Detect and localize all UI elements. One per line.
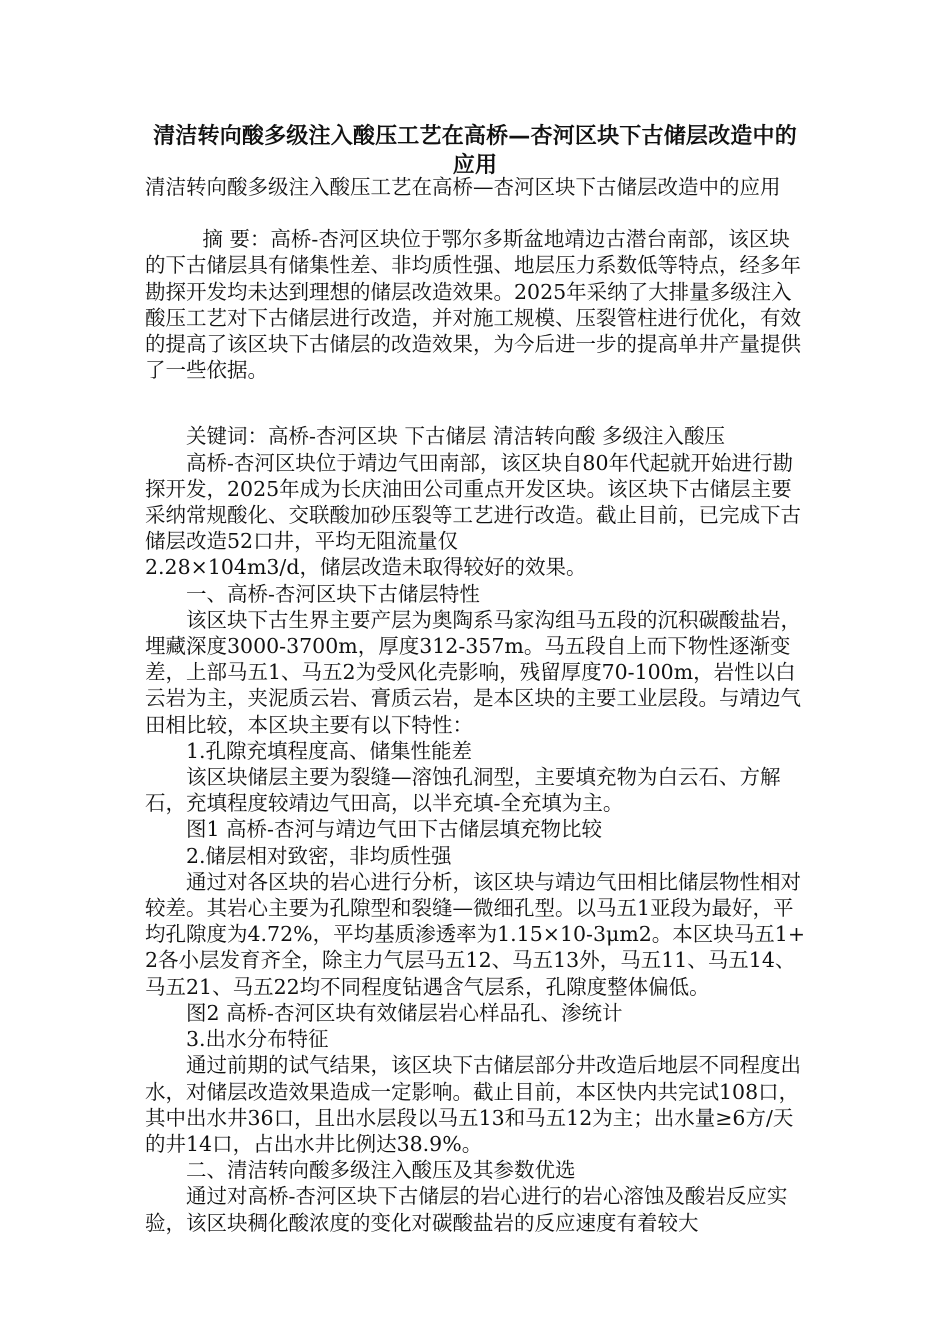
- document-body: [145, 174, 809, 1236]
- body-paragraph: 该区块下古生界主要产层为奥陶系马家沟组马五段的沉积碳酸盐岩，埋藏深度3000-3700m，厚度312-357m。马五段自上而下物性逐渐变差，上部马五1、马五2为受风化壳影响，残留厚度70-100m，岩性以白云岩为主，夹泥质云岩、膏质云岩，是本区块的主要工业层段。与靖边气田相比较，本区块主要有以下特性：: [145, 607, 801, 737]
- body-paragraph: 通过前期的试气结果，该区块下古储层部分井改造后地层不同程度出水，对储层改造效果造成一定影响。截止目前，本区快内共完试108口，其中出水井36口，且出水层段以马五13和马五12为主；出水量≥6方/天的井14口，占出水井比例达38.9%。: [145, 1053, 801, 1156]
- abstract-paragraph: 摘 要：高桥-杏河区块位于鄂尔多斯盆地靖边古潜台南部，该区块的下古储层具有储集性差、非均质性强、地层压力系数低等特点，经多年勘探开发均未达到理想的储层改造效果。2025年采纳了大排量多级注入酸压工艺对下古储层进行改造，并对施工规模、压裂管柱进行优化，有效的提高了该区块下古储层的改造效果，为今后进一步的提高单井产量提供了一些依据。: [145, 227, 801, 383]
- figure-caption: 图1 高桥-杏河与靖边气田下古储层填充物比较: [186, 817, 602, 842]
- subsection-heading: 3.出水分布特征: [186, 1027, 329, 1052]
- body-paragraph: 高桥-杏河区块位于靖边气田南部，该区块自80年代起就开始进行勘探开发，2025年成为长庆油田公司重点开发区块。该区块下古储层主要采纳常规酸化、交联酸加砂压裂等工艺进行改造。截止目前，已完成下古储层改造52口井，平均无阻流量仅: [145, 450, 801, 554]
- blank-line: [145, 409, 809, 423]
- blank-line: [145, 383, 809, 409]
- body-paragraph: 2.28×104m3/d，储层改造未取得较好的效果。: [145, 555, 587, 580]
- document-title: 清洁转向酸多级注入酸压工艺在高桥—杏河区块下古储层改造中的应用: [153, 124, 797, 178]
- keywords-line: 关键词：高桥-杏河区块 下古储层 清洁转向酸 多级注入酸压: [186, 424, 725, 449]
- blank-line: [145, 200, 809, 226]
- subsection-heading: 2.储层相对致密，非均质性强: [186, 843, 452, 868]
- body-paragraph: 通过对各区块的岩心进行分析，该区块与靖边气田相比储层物性相对较差。其岩心主要为孔隙型和裂缝—微细孔型。以马五1亚段为最好，平均孔隙度为4.72%，平均基质渗透率为1.15×10-3μm2。本区块马五1+2各小层发育齐全，除主力气层马五12、马五13外，马五11、马五14、马五21、马五22均不同程度钻遇含气层系，孔隙度整体偏低。: [145, 869, 806, 999]
- body-paragraph: 该区块储层主要为裂缝—溶蚀孔洞型，主要填充物为白云石、方解石，充填程度较靖边气田高，以半充填-全充填为主。: [145, 765, 781, 816]
- section-heading: 二、清洁转向酸多级注入酸压及其参数优选: [186, 1158, 576, 1183]
- repeated-title: 清洁转向酸多级注入酸压工艺在高桥—杏河区块下古储层改造中的应用: [145, 175, 781, 199]
- figure-caption: 图2 高桥-杏河区块有效储层岩心样品孔、渗统计: [186, 1000, 623, 1025]
- section-heading: 一、高桥-杏河区块下古储层特性: [186, 581, 480, 606]
- subsection-heading: 1.孔隙充填程度高、储集性能差: [186, 738, 473, 763]
- body-paragraph: 通过对高桥-杏河区块下古储层的岩心进行的岩心溶蚀及酸岩反应实验，该区块稠化酸浓度的变化对碳酸盐岩的反应速度有着较大: [145, 1184, 788, 1235]
